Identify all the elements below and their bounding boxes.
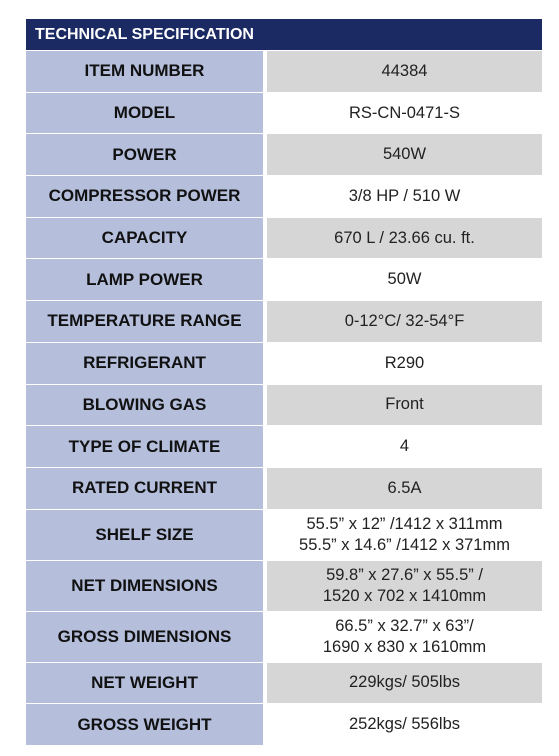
- spec-value: [267, 426, 542, 467]
- spec-row: [26, 218, 542, 260]
- spec-row: [26, 385, 542, 427]
- spec-value-line: 66.5” x 32.7” x 63”/: [335, 616, 474, 635]
- spec-label: GROSS WEIGHT: [26, 704, 267, 745]
- spec-value: [267, 663, 542, 704]
- spec-row: [26, 426, 542, 468]
- spec-label: COMPRESSOR POWER: [26, 176, 267, 217]
- spec-row: [26, 93, 542, 135]
- spec-label: ITEM NUMBER: [26, 51, 267, 92]
- spec-label: SHELF SIZE: [26, 510, 267, 560]
- spec-rows: [26, 51, 542, 746]
- spec-value: [267, 612, 542, 662]
- spec-row: [26, 510, 542, 561]
- table-title: TECHNICAL SPECIFICATION: [26, 19, 542, 51]
- spec-value: [267, 468, 542, 509]
- spec-label: LAMP POWER: [26, 259, 267, 300]
- spec-value-line: 540W: [382, 145, 427, 164]
- spec-value-line: 4: [399, 437, 410, 456]
- spec-value: [267, 134, 542, 175]
- spec-value: [267, 704, 542, 745]
- spec-value-line: 670 L / 23.66 cu. ft.: [334, 228, 475, 247]
- spec-label: POWER: [26, 134, 267, 175]
- spec-row: [26, 176, 542, 218]
- spec-value: [267, 385, 542, 426]
- spec-value-line: RS-CN-0471-S: [349, 103, 460, 122]
- spec-label: RATED CURRENT: [26, 468, 267, 509]
- spec-value-line: 3/8 HP / 510 W: [348, 186, 461, 205]
- spec-value-line: 44384: [381, 61, 428, 80]
- spec-value-line: 252kgs/ 556lbs: [349, 715, 460, 734]
- spec-value-line: 6.5A: [387, 478, 422, 497]
- spec-value-line: 55.5” x 14.6” /1412 x 371mm: [299, 535, 510, 554]
- spec-label: CAPACITY: [26, 218, 267, 259]
- spec-value: [267, 561, 542, 611]
- spec-label: NET DIMENSIONS: [26, 561, 267, 611]
- spec-value-line: 229kgs/ 505lbs: [349, 673, 460, 692]
- spec-label: REFRIGERANT: [26, 343, 267, 384]
- spec-row: [26, 301, 542, 343]
- spec-label: BLOWING GAS: [26, 385, 267, 426]
- spec-value: [267, 259, 542, 300]
- spec-value-line: 59.8” x 27.6” x 55.5” /: [326, 565, 483, 584]
- spec-value: [267, 510, 542, 560]
- spec-row: [26, 663, 542, 705]
- spec-value-line: 55.5” x 12” /1412 x 311mm: [306, 514, 503, 533]
- spec-row: [26, 612, 542, 663]
- spec-row: [26, 134, 542, 176]
- spec-label: NET WEIGHT: [26, 663, 267, 704]
- spec-value-line: Front: [385, 395, 424, 414]
- spec-label: TEMPERATURE RANGE: [26, 301, 267, 342]
- spec-value: [267, 93, 542, 134]
- spec-value-line: 50W: [387, 270, 422, 289]
- spec-value: [267, 343, 542, 384]
- spec-value: [267, 51, 542, 92]
- spec-value-line: 0-12°C/ 32-54°F: [344, 311, 465, 330]
- spec-row: [26, 51, 542, 93]
- spec-row: [26, 704, 542, 746]
- spec-label: TYPE OF CLIMATE: [26, 426, 267, 467]
- spec-label: GROSS DIMENSIONS: [26, 612, 267, 662]
- spec-value-line: 1520 x 702 x 1410mm: [322, 586, 487, 605]
- spec-value: [267, 176, 542, 217]
- spec-row: [26, 259, 542, 301]
- spec-value-line: R290: [384, 353, 425, 372]
- spec-value: [267, 218, 542, 259]
- spec-value-line: 1690 x 830 x 1610mm: [322, 637, 487, 656]
- spec-row: [26, 468, 542, 510]
- spec-label: MODEL: [26, 93, 267, 134]
- spec-value: [267, 301, 542, 342]
- spec-row: [26, 343, 542, 385]
- technical-specification-table: [26, 19, 542, 746]
- spec-row: [26, 561, 542, 612]
